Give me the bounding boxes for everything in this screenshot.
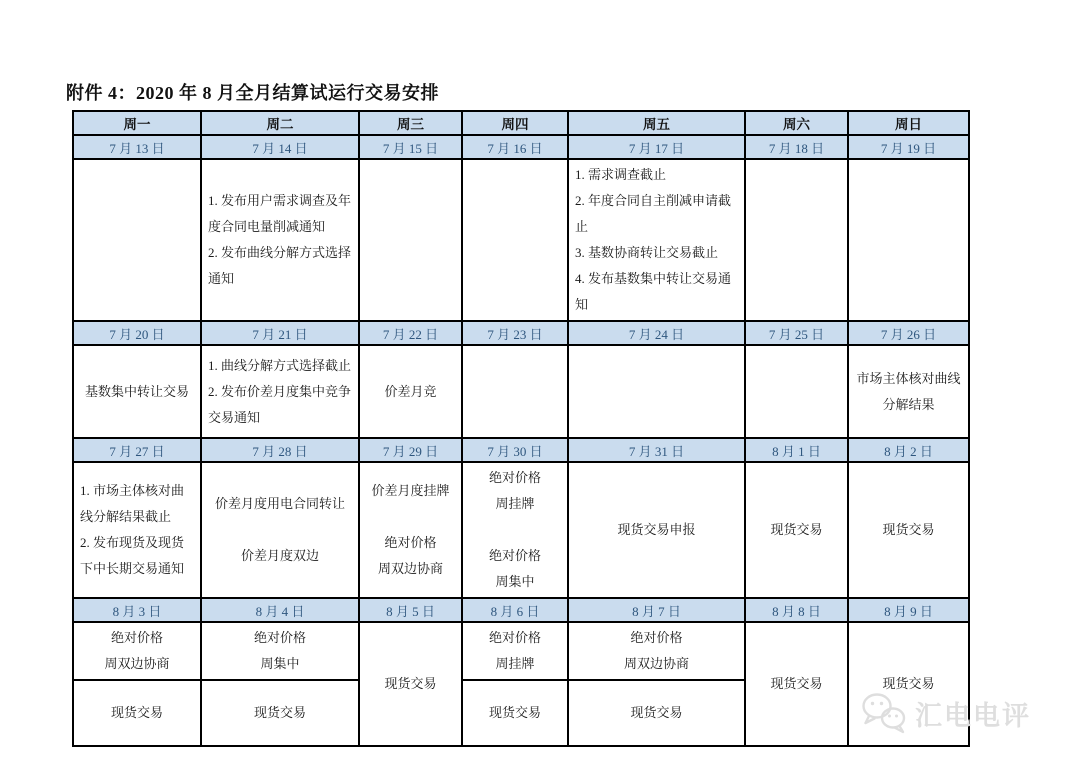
schedule-cell: 现货交易 <box>73 680 201 746</box>
date-cell: 8 月 3 日 <box>73 598 201 622</box>
watermark <box>860 690 1031 736</box>
date-cell: 7 月 16 日 <box>462 135 568 159</box>
date-row <box>73 135 969 159</box>
schedule-cell: 基数集中转让交易 <box>73 345 201 438</box>
weekday-header: 周五 <box>568 111 745 135</box>
date-cell: 7 月 21 日 <box>201 321 359 345</box>
schedule-cell: 现货交易 <box>848 622 969 746</box>
wechat-icon <box>860 690 908 736</box>
schedule-cell <box>359 159 462 321</box>
weekday-header: 周日 <box>848 111 969 135</box>
date-cell: 7 月 18 日 <box>745 135 848 159</box>
schedule-cell: 现货交易 <box>201 680 359 746</box>
date-cell: 8 月 2 日 <box>848 438 969 462</box>
schedule-row <box>73 622 969 680</box>
weekday-header: 周一 <box>73 111 201 135</box>
schedule-cell: 价差月度挂牌 绝对价格 周双边协商 <box>359 462 462 598</box>
schedule-cell <box>462 159 568 321</box>
date-cell: 7 月 14 日 <box>201 135 359 159</box>
date-cell: 7 月 31 日 <box>568 438 745 462</box>
date-cell: 8 月 7 日 <box>568 598 745 622</box>
date-cell: 7 月 19 日 <box>848 135 969 159</box>
schedule-row <box>73 462 969 598</box>
schedule-cell: 价差月竞 <box>359 345 462 438</box>
schedule-cell: 绝对价格 周挂牌 <box>462 622 568 680</box>
date-cell: 7 月 29 日 <box>359 438 462 462</box>
date-row <box>73 438 969 462</box>
date-cell: 8 月 5 日 <box>359 598 462 622</box>
schedule-row <box>73 159 969 321</box>
schedule-cell: 绝对价格 周挂牌 绝对价格 周集中 <box>462 462 568 598</box>
schedule-cell: 现货交易 <box>359 622 462 746</box>
date-cell: 8 月 1 日 <box>745 438 848 462</box>
date-cell: 7 月 28 日 <box>201 438 359 462</box>
schedule-cell: 绝对价格 周双边协商 <box>73 622 201 680</box>
weekday-header: 周二 <box>201 111 359 135</box>
date-cell: 7 月 27 日 <box>73 438 201 462</box>
date-cell: 7 月 15 日 <box>359 135 462 159</box>
date-cell: 8 月 8 日 <box>745 598 848 622</box>
date-row <box>73 598 969 622</box>
schedule-cell: 现货交易 <box>462 680 568 746</box>
date-cell: 7 月 17 日 <box>568 135 745 159</box>
schedule-cell: 1. 市场主体核对曲线分解结果截止 2. 发布现货及现货下中长期交易通知 <box>73 462 201 598</box>
schedule-cell <box>568 345 745 438</box>
date-cell: 7 月 30 日 <box>462 438 568 462</box>
schedule-cell: 绝对价格 周双边协商 <box>568 622 745 680</box>
schedule-row <box>73 345 969 438</box>
watermark-text: 汇电电评 <box>915 700 1031 731</box>
schedule-cell <box>73 159 201 321</box>
schedule-cell <box>848 159 969 321</box>
schedule-cell: 1. 曲线分解方式选择截止 2. 发布价差月度集中竞争交易通知 <box>201 345 359 438</box>
weekday-header: 周三 <box>359 111 462 135</box>
schedule-cell: 价差月度用电合同转让 价差月度双边 <box>201 462 359 598</box>
weekday-header: 周六 <box>745 111 848 135</box>
schedule-cell: 绝对价格 周集中 <box>201 622 359 680</box>
date-row <box>73 321 969 345</box>
schedule-cell: 现货交易 <box>848 462 969 598</box>
date-cell: 8 月 9 日 <box>848 598 969 622</box>
date-cell: 7 月 20 日 <box>73 321 201 345</box>
schedule-cell: 现货交易申报 <box>568 462 745 598</box>
date-cell: 7 月 13 日 <box>73 135 201 159</box>
schedule-cell: 现货交易 <box>568 680 745 746</box>
schedule-cell <box>745 345 848 438</box>
schedule-cell: 1. 发布用户需求调查及年度合同电量削减通知 2. 发布曲线分解方式选择通知 <box>201 159 359 321</box>
date-cell: 7 月 24 日 <box>568 321 745 345</box>
schedule-cell: 1. 需求调查截止 2. 年度合同自主削减申请截止 3. 基数协商转让交易截止 4. 发布基数集中转让交易通知 <box>568 159 745 321</box>
date-cell: 7 月 25 日 <box>745 321 848 345</box>
date-cell: 7 月 23 日 <box>462 321 568 345</box>
date-cell: 8 月 6 日 <box>462 598 568 622</box>
schedule-cell: 现货交易 <box>745 622 848 746</box>
date-cell: 7 月 26 日 <box>848 321 969 345</box>
schedule-table <box>72 110 970 747</box>
weekday-header-row <box>73 111 969 135</box>
schedule-cell: 现货交易 <box>745 462 848 598</box>
date-cell: 7 月 22 日 <box>359 321 462 345</box>
schedule-cell <box>462 345 568 438</box>
schedule-cell: 市场主体核对曲线分解结果 <box>848 345 969 438</box>
schedule-cell <box>745 159 848 321</box>
weekday-header: 周四 <box>462 111 568 135</box>
date-cell: 8 月 4 日 <box>201 598 359 622</box>
page-title: 附件 4：2020 年 8 月全月结算试运行交易安排 <box>66 83 439 103</box>
